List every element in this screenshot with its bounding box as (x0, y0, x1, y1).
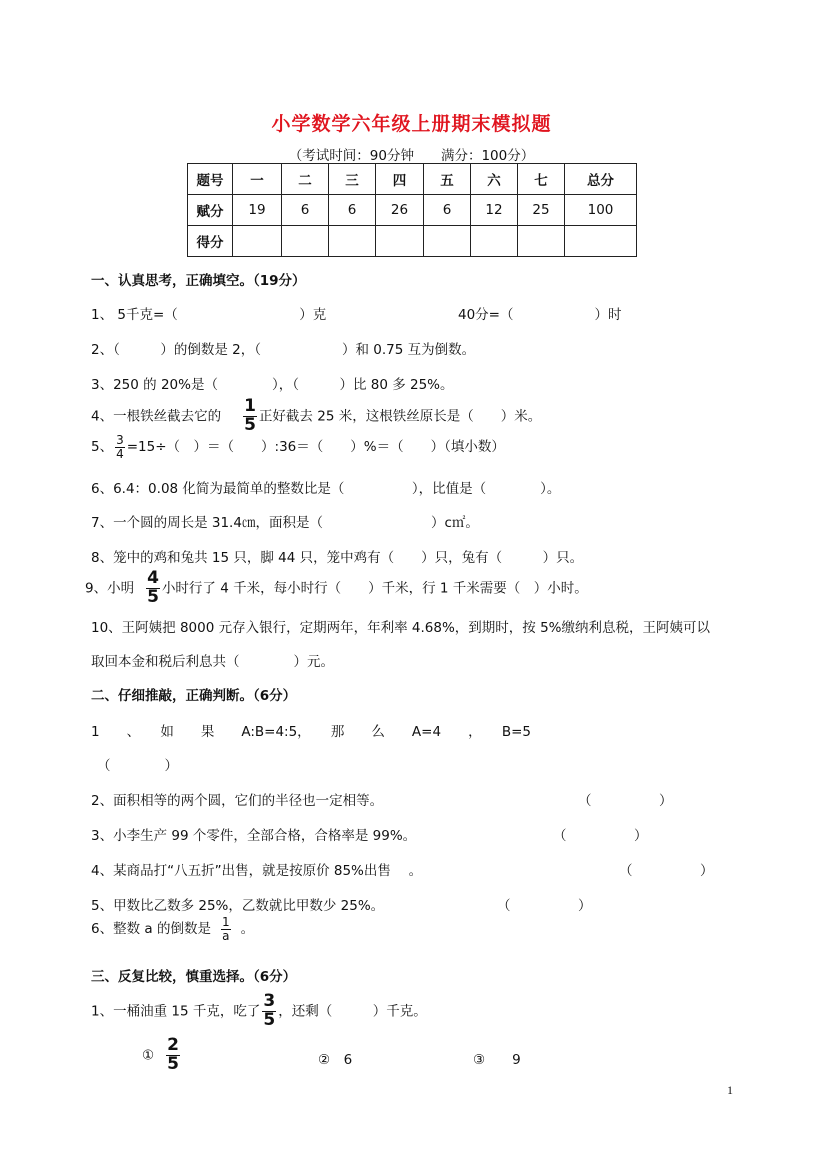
fraction-denominator: 5 (147, 586, 159, 607)
question-6: 6、6.4：0.08 化简为最简单的整数比是（ ），比值是（ ）。 (91, 481, 561, 497)
question-text: 6、整数 a 的倒数是 (91, 921, 211, 938)
judge-question-4: 4、某商品打“八五折”出售，就是按原价 85%出售 。 (91, 863, 423, 879)
question-7: 7、一个圆的周长是 31.4㎝，面积是（ ）c㎡。 (91, 515, 479, 531)
table-cell: 100 (565, 195, 637, 226)
score-input-cell[interactable] (471, 226, 518, 257)
score-input-cell[interactable] (518, 226, 565, 257)
table-cell: 19 (233, 195, 282, 226)
judge-question-2: 2、面积相等的两个圆，它们的半径也一定相等。 (91, 793, 384, 809)
table-cell: 六 (471, 164, 518, 195)
question-4 (91, 398, 541, 435)
table-cell: 6 (282, 195, 329, 226)
table-cell: 七 (518, 164, 565, 195)
question-10-cont: 取回本金和税后利息共（ ）元。 (91, 654, 334, 670)
judge-question-3: 3、小李生产 99 个零件，全部合格，合格率是 99%。 (91, 828, 417, 844)
question-text: ，还剩（ ）千克。 (278, 1003, 427, 1020)
question-text: 1、一桶油重 15 千克，吃了 (91, 1003, 261, 1020)
table-cell: 25 (518, 195, 565, 226)
fraction-denominator: 5 (263, 1009, 276, 1030)
table-cell: 6 (424, 195, 471, 226)
question-8: 8、笼中的鸡和兔共 15 只，脚 44 只，笼中鸡有（ ）只，兔有（ ）只。 (91, 550, 584, 566)
answer-paren[interactable]: （ ） (97, 758, 178, 774)
fraction-numerator: 1 (221, 915, 230, 929)
fraction-denominator: 5 (244, 414, 256, 435)
score-input-cell[interactable] (376, 226, 424, 257)
fraction-numerator: 1 (244, 396, 256, 416)
table-cell: 6 (329, 195, 376, 226)
score-input-cell[interactable] (329, 226, 376, 257)
question-9 (85, 570, 588, 607)
fraction (166, 1037, 180, 1074)
score-input-cell[interactable] (282, 226, 329, 257)
fraction (115, 434, 125, 460)
judge-question-1: 1 、 如 果 A:B=4:5， 那 么 A=4 ， B=5 (91, 724, 531, 740)
table-cell: 二 (282, 164, 329, 195)
answer-paren[interactable]: （ ） (553, 828, 648, 844)
answer-paren[interactable]: （ ） (497, 898, 592, 914)
answer-paren[interactable]: （ ） (619, 863, 714, 879)
question-text: 5、 (91, 439, 114, 456)
page-title: 小学数学六年级上册期末模拟题 (271, 113, 552, 135)
table-cell: 三 (329, 164, 376, 195)
fraction-numerator: 4 (147, 568, 159, 588)
question-3: 3、250 的 20%是（ ），（ ）比 80 多 25%。 (91, 377, 454, 393)
table-cell: 总分 (565, 164, 637, 195)
question-text: 9、小明 (85, 580, 135, 597)
answer-paren[interactable]: （ ） (578, 793, 673, 809)
table-cell: 四 (376, 164, 424, 195)
fraction-denominator: a (222, 928, 230, 943)
question-text: =15÷（ ）＝（ ）:36＝（ ）%＝（ ）（填小数） (126, 439, 505, 456)
table-cell: 一 (233, 164, 282, 195)
table-cell: 题号 (188, 164, 233, 195)
section-heading: 一、认真思考，正确填空。（19分） (91, 273, 306, 289)
table-cell: 赋分 (188, 195, 233, 226)
section-heading: 三、反复比较，慎重选择。（6分） (91, 969, 297, 985)
question-10: 10、王阿姨把 8000 元存入银行，定期两年，年利率 4.68%，到期时，按 5%缴纳利息税，王阿姨可以 (91, 620, 711, 636)
fraction-denominator: 4 (116, 446, 124, 461)
question-text: 。 (240, 921, 255, 938)
question-1a: 1、 5千克=（ ）克 (91, 307, 327, 323)
score-input-cell[interactable] (565, 226, 637, 257)
question-1b: 40分=（ ）时 (458, 307, 622, 323)
option-3[interactable]: ③ 9 (473, 1052, 521, 1068)
question-text: 4、一根铁丝截去它的 (91, 408, 222, 425)
choice-question-1 (91, 993, 427, 1030)
question-5 (91, 434, 505, 460)
exam-info: （考试时间：90分钟 满分：100分） (288, 148, 535, 164)
option-2[interactable]: ② 6 (318, 1052, 353, 1068)
score-input-cell[interactable] (424, 226, 471, 257)
question-text: 小时行了 4 千米，每小时行（ ）千米，行 1 千米需要（ ）小时。 (161, 580, 588, 597)
fraction (146, 570, 160, 607)
table-cell: 五 (424, 164, 471, 195)
judge-question-6 (91, 916, 254, 942)
fraction-numerator: 2 (167, 1035, 179, 1055)
fraction (262, 993, 276, 1030)
option-1[interactable] (142, 1037, 182, 1074)
judge-question-5: 5、甲数比乙数多 25%，乙数就比甲数少 25%。 (91, 898, 385, 914)
table-cell: 得分 (188, 226, 233, 257)
table-row (188, 195, 637, 226)
table-cell: 26 (376, 195, 424, 226)
fraction (243, 398, 257, 435)
fraction (221, 916, 231, 942)
question-2: 2、（ ）的倒数是 2，（ ）和 0.75 互为倒数。 (91, 342, 476, 358)
table-row (188, 226, 637, 257)
section-heading: 二、仔细推敲，正确判断。（6分） (91, 688, 297, 704)
score-table (187, 163, 637, 257)
table-row (188, 164, 637, 195)
fraction-numerator: 3 (116, 433, 124, 447)
fraction-numerator: 3 (263, 991, 276, 1011)
score-input-cell[interactable] (233, 226, 282, 257)
page-number: 1 (727, 1083, 733, 1097)
table-cell: 12 (471, 195, 518, 226)
fraction-denominator: 5 (167, 1053, 179, 1074)
question-text: 正好截去 25 米，这根铁丝原长是（ ）米。 (258, 408, 542, 425)
option-marker: ① (142, 1047, 155, 1064)
